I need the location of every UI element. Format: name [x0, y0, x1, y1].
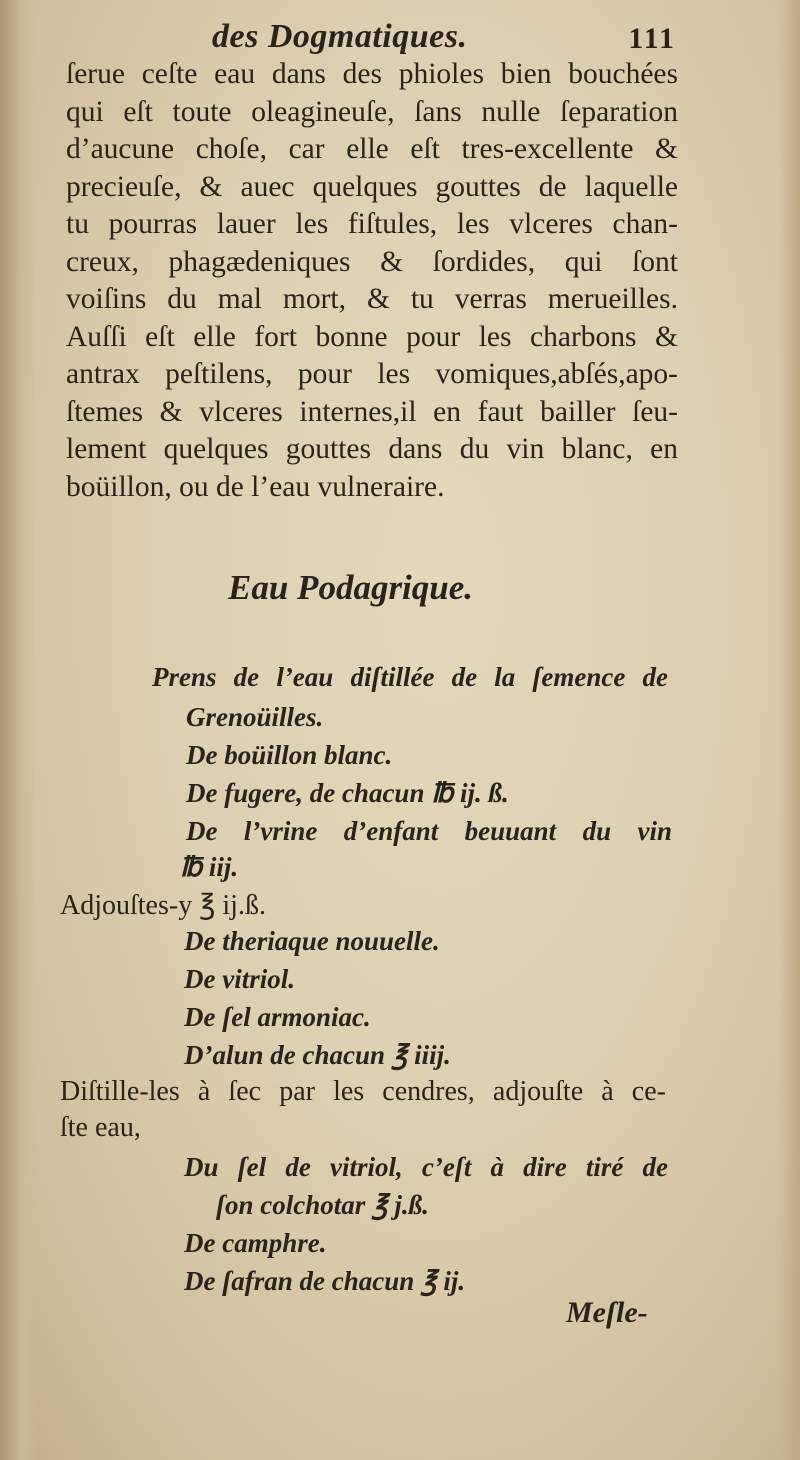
text-line: voiſins du mal mort, & tu verras merueilles.	[66, 283, 678, 315]
recipe-line: Du ſel de vitriol, c’eſt à dire tiré de	[184, 1152, 668, 1182]
recipe-line: De fugere, de chacun ℔ ij. ß.	[186, 778, 509, 808]
text-line: d’aucune choſe, car elle eſt tres-excellente &	[66, 133, 678, 165]
text-line: ſtemes & vlceres internes,il en faut bailler ſeu-	[66, 395, 678, 428]
recipe-line: De camphre.	[184, 1228, 327, 1258]
recipe-line: Diſtille-les à ſec par les cendres, adjouſte à ce-	[60, 1076, 666, 1107]
text-line: Auſſi eſt elle fort bonne pour les charbons &	[66, 320, 678, 353]
text-line: lement quelques gouttes dans du vin blanc, en	[66, 433, 678, 465]
recipe-line: De ſel armoniac.	[184, 1002, 371, 1032]
recipe-line: ℔ iij.	[180, 852, 239, 882]
page-gutter-shadow	[0, 0, 36, 1460]
text-line: tu pourras lauer les fiſtules, les vlceres chan-	[66, 208, 678, 240]
recipe-line: De l’vrine d’enfant beuuant du vin	[186, 816, 672, 846]
catchword: Meſle-	[566, 1296, 648, 1329]
text-line: ſerue ceſte eau dans des phioles bien bouchées	[66, 58, 678, 90]
recipe-line: ſon colchotar ℥ j.ß.	[216, 1190, 429, 1220]
recipe-line: De ſafran de chacun ℥ ij.	[184, 1266, 466, 1296]
recipe-line: Prens de l’eau diſtillée de la ſemence de	[152, 662, 668, 692]
recipe-line: Adjouſtes-y ℥ ij.ß.	[60, 890, 266, 921]
page-number: 111	[628, 22, 676, 55]
recipe-line: ſte eau,	[60, 1112, 141, 1143]
page-header	[60, 14, 680, 62]
paragraph	[66, 56, 678, 506]
text-line: precieuſe, & auec quelques gouttes de laquelle	[66, 170, 678, 203]
recipe-line: De theriaque nouuelle.	[184, 926, 440, 956]
section-heading: Eau Podagrique.	[228, 568, 474, 607]
recipe-line: De vitriol.	[184, 964, 295, 994]
recipe-line: Grenoüilles.	[186, 702, 324, 732]
text-line: boüillon, ou de l’eau vulneraire.	[66, 470, 445, 503]
page-edge-shadow	[778, 0, 800, 1460]
recipe-line: De boüillon blanc.	[186, 740, 393, 770]
recipe-line: D’alun de chacun ℥ iiij.	[184, 1040, 451, 1070]
text-line: qui eſt toute oleagineuſe, ſans nulle ſeparation	[66, 95, 678, 128]
running-head: des Dogmatiques.	[212, 18, 468, 55]
text-line: antrax peſtilens, pour les vomiques,abſés,apo-	[66, 358, 678, 390]
text-line: creux, phagædeniques & ſordides, qui ſont	[66, 245, 678, 278]
